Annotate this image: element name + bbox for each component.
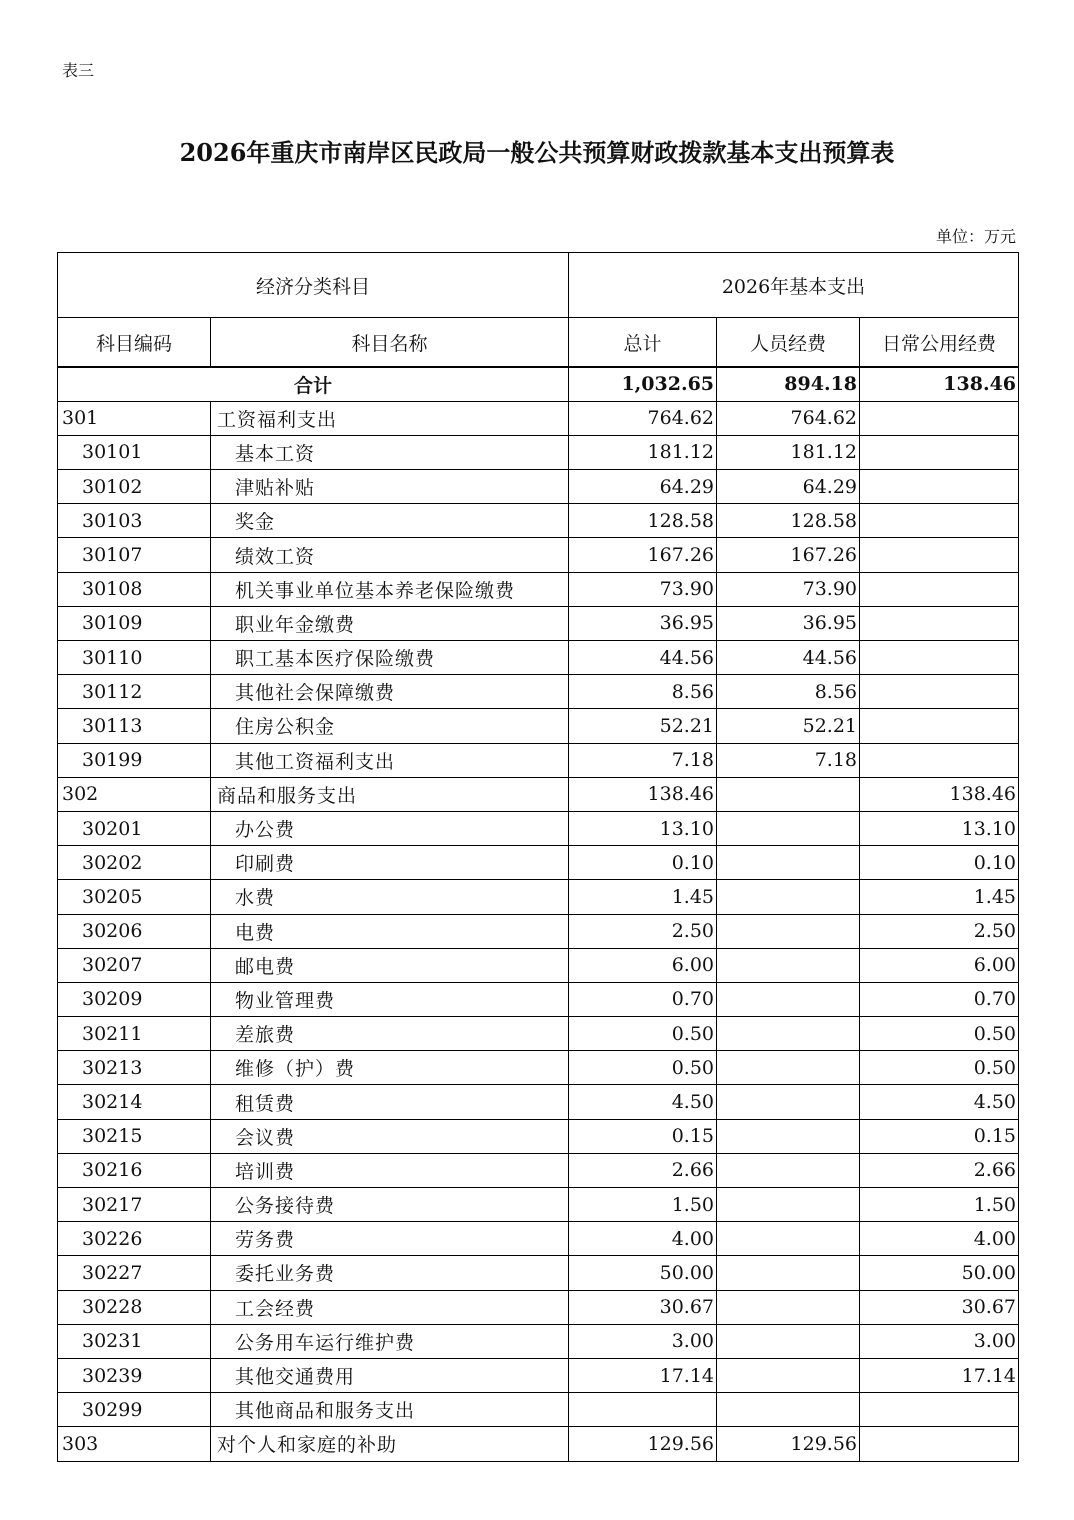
budget-table <box>57 252 1019 1462</box>
row-personnel <box>717 948 860 982</box>
row-code: 30217 <box>58 1188 211 1222</box>
row-total: 1.45 <box>569 880 717 914</box>
row-personnel <box>717 811 860 845</box>
row-public: 30.67 <box>860 1290 1019 1324</box>
row-public: 50.00 <box>860 1256 1019 1290</box>
row-personnel: 764.62 <box>717 401 860 435</box>
row-name: 劳务费 <box>211 1222 569 1256</box>
row-public: 0.50 <box>860 1017 1019 1051</box>
row-total: 8.56 <box>569 675 717 709</box>
row-public <box>860 435 1019 469</box>
row-personnel <box>717 1358 860 1392</box>
row-public <box>860 504 1019 538</box>
row-total: 17.14 <box>569 1358 717 1392</box>
total-amount: 1,032.65 <box>569 367 717 401</box>
row-total: 64.29 <box>569 470 717 504</box>
row-public: 4.50 <box>860 1085 1019 1119</box>
row-code: 30107 <box>58 538 211 572</box>
row-public: 17.14 <box>860 1358 1019 1392</box>
row-personnel: 8.56 <box>717 675 860 709</box>
table-row <box>58 435 1019 469</box>
row-total: 1.50 <box>569 1188 717 1222</box>
row-name: 工资福利支出 <box>211 401 569 435</box>
row-name: 邮电费 <box>211 948 569 982</box>
row-total: 36.95 <box>569 606 717 640</box>
unit-label: 单位：万元 <box>935 227 1016 246</box>
table-row <box>58 675 1019 709</box>
total-public: 138.46 <box>860 367 1019 401</box>
row-public: 138.46 <box>860 777 1019 811</box>
row-total <box>569 1393 717 1427</box>
row-total: 0.15 <box>569 1119 717 1153</box>
row-public: 1.50 <box>860 1188 1019 1222</box>
row-total: 129.56 <box>569 1427 717 1461</box>
row-personnel: 167.26 <box>717 538 860 572</box>
row-code: 30109 <box>58 606 211 640</box>
table-body <box>58 367 1019 1461</box>
row-total: 13.10 <box>569 811 717 845</box>
row-public <box>860 538 1019 572</box>
row-public <box>860 1393 1019 1427</box>
row-name: 其他工资福利支出 <box>211 743 569 777</box>
row-public <box>860 470 1019 504</box>
row-public: 1.45 <box>860 880 1019 914</box>
row-name: 基本工资 <box>211 435 569 469</box>
row-total: 6.00 <box>569 948 717 982</box>
row-code: 30101 <box>58 435 211 469</box>
row-public <box>860 1427 1019 1461</box>
row-public: 6.00 <box>860 948 1019 982</box>
row-code: 30199 <box>58 743 211 777</box>
row-total: 3.00 <box>569 1324 717 1358</box>
row-name: 绩效工资 <box>211 538 569 572</box>
row-code: 30213 <box>58 1051 211 1085</box>
row-name: 办公费 <box>211 811 569 845</box>
column-header-personnel: 人员经费 <box>717 318 860 368</box>
row-name: 公务用车运行维护费 <box>211 1324 569 1358</box>
column-header-total: 总计 <box>569 318 717 368</box>
row-public: 4.00 <box>860 1222 1019 1256</box>
row-name: 机关事业单位基本养老保险缴费 <box>211 572 569 606</box>
row-name: 对个人和家庭的补助 <box>211 1427 569 1461</box>
row-personnel: 129.56 <box>717 1427 860 1461</box>
row-personnel <box>717 1119 860 1153</box>
row-total: 4.00 <box>569 1222 717 1256</box>
row-personnel <box>717 880 860 914</box>
row-personnel <box>717 1085 860 1119</box>
row-total: 44.56 <box>569 641 717 675</box>
table-row <box>58 504 1019 538</box>
table-row <box>58 743 1019 777</box>
row-name: 工会经费 <box>211 1290 569 1324</box>
row-code: 303 <box>58 1427 211 1461</box>
row-name: 电费 <box>211 914 569 948</box>
table-row <box>58 606 1019 640</box>
row-personnel <box>717 914 860 948</box>
table-row <box>58 572 1019 606</box>
row-code: 30102 <box>58 470 211 504</box>
row-code: 302 <box>58 777 211 811</box>
column-header-code: 科目编码 <box>58 318 211 368</box>
row-public: 0.70 <box>860 982 1019 1016</box>
row-code: 301 <box>58 401 211 435</box>
row-name: 商品和服务支出 <box>211 777 569 811</box>
row-personnel <box>717 1188 860 1222</box>
row-total: 73.90 <box>569 572 717 606</box>
row-name: 住房公积金 <box>211 709 569 743</box>
column-header-name: 科目名称 <box>211 318 569 368</box>
table-row <box>58 1290 1019 1324</box>
table-row <box>58 1358 1019 1392</box>
row-personnel <box>717 1324 860 1358</box>
row-public: 0.10 <box>860 846 1019 880</box>
row-public: 13.10 <box>860 811 1019 845</box>
table-row <box>58 1393 1019 1427</box>
row-personnel <box>717 1051 860 1085</box>
table-row <box>58 1153 1019 1187</box>
table-row <box>58 1017 1019 1051</box>
row-name: 公务接待费 <box>211 1188 569 1222</box>
row-total: 0.50 <box>569 1051 717 1085</box>
row-public: 0.50 <box>860 1051 1019 1085</box>
row-personnel <box>717 1290 860 1324</box>
table-row <box>58 1256 1019 1290</box>
row-personnel <box>717 846 860 880</box>
row-code: 30201 <box>58 811 211 845</box>
row-name: 职工基本医疗保险缴费 <box>211 641 569 675</box>
row-total: 4.50 <box>569 1085 717 1119</box>
row-public: 2.66 <box>860 1153 1019 1187</box>
row-total: 52.21 <box>569 709 717 743</box>
row-name: 津贴补贴 <box>211 470 569 504</box>
table-row <box>58 880 1019 914</box>
header-economic-category: 经济分类科目 <box>58 253 569 318</box>
row-total: 0.70 <box>569 982 717 1016</box>
row-personnel: 181.12 <box>717 435 860 469</box>
row-total: 128.58 <box>569 504 717 538</box>
row-name: 其他交通费用 <box>211 1358 569 1392</box>
table-row <box>58 846 1019 880</box>
table-row <box>58 948 1019 982</box>
row-public <box>860 606 1019 640</box>
row-personnel <box>717 1222 860 1256</box>
table-row <box>58 709 1019 743</box>
row-total: 2.66 <box>569 1153 717 1187</box>
column-header-public: 日常公用经费 <box>860 318 1019 368</box>
row-code: 30207 <box>58 948 211 982</box>
row-public <box>860 743 1019 777</box>
row-name: 差旅费 <box>211 1017 569 1051</box>
total-label: 合计 <box>58 367 569 401</box>
row-code: 30202 <box>58 846 211 880</box>
row-total: 0.50 <box>569 1017 717 1051</box>
page-title: 2026年重庆市南岸区民政局一般公共预算财政拨款基本支出预算表 <box>179 138 895 167</box>
table-label: 表三 <box>62 61 95 80</box>
row-code: 30211 <box>58 1017 211 1051</box>
row-code: 30206 <box>58 914 211 948</box>
row-code: 30227 <box>58 1256 211 1290</box>
row-name: 维修（护）费 <box>211 1051 569 1085</box>
table-row <box>58 1427 1019 1461</box>
row-total: 181.12 <box>569 435 717 469</box>
row-public <box>860 572 1019 606</box>
row-public <box>860 675 1019 709</box>
row-public <box>860 641 1019 675</box>
row-name: 会议费 <box>211 1119 569 1153</box>
row-personnel <box>717 982 860 1016</box>
table-row <box>58 1085 1019 1119</box>
row-code: 30216 <box>58 1153 211 1187</box>
row-name: 物业管理费 <box>211 982 569 1016</box>
row-personnel: 7.18 <box>717 743 860 777</box>
row-code: 30215 <box>58 1119 211 1153</box>
table-row <box>58 1119 1019 1153</box>
table-row <box>58 641 1019 675</box>
row-code: 30103 <box>58 504 211 538</box>
row-name: 委托业务费 <box>211 1256 569 1290</box>
row-total: 138.46 <box>569 777 717 811</box>
row-total: 7.18 <box>569 743 717 777</box>
row-personnel: 36.95 <box>717 606 860 640</box>
table-row <box>58 470 1019 504</box>
row-code: 30231 <box>58 1324 211 1358</box>
row-code: 30205 <box>58 880 211 914</box>
row-personnel: 64.29 <box>717 470 860 504</box>
row-total: 764.62 <box>569 401 717 435</box>
header-basic-expenditure: 2026年基本支出 <box>569 253 1019 318</box>
row-public <box>860 709 1019 743</box>
row-personnel <box>717 1256 860 1290</box>
row-code: 30226 <box>58 1222 211 1256</box>
table-row <box>58 811 1019 845</box>
row-name: 培训费 <box>211 1153 569 1187</box>
row-code: 30209 <box>58 982 211 1016</box>
row-code: 30228 <box>58 1290 211 1324</box>
table-row <box>58 1222 1019 1256</box>
row-code: 30214 <box>58 1085 211 1119</box>
table-row <box>58 1188 1019 1222</box>
row-public: 3.00 <box>860 1324 1019 1358</box>
total-row <box>58 367 1019 401</box>
row-code: 30299 <box>58 1393 211 1427</box>
row-total: 50.00 <box>569 1256 717 1290</box>
row-personnel <box>717 1153 860 1187</box>
total-personnel: 894.18 <box>717 367 860 401</box>
table-row <box>58 777 1019 811</box>
row-name: 其他社会保障缴费 <box>211 675 569 709</box>
table-row <box>58 914 1019 948</box>
row-name: 印刷费 <box>211 846 569 880</box>
row-total: 2.50 <box>569 914 717 948</box>
table-row <box>58 401 1019 435</box>
row-code: 30112 <box>58 675 211 709</box>
row-code: 30108 <box>58 572 211 606</box>
row-code: 30110 <box>58 641 211 675</box>
row-name: 租赁费 <box>211 1085 569 1119</box>
row-public: 0.15 <box>860 1119 1019 1153</box>
table-row <box>58 1051 1019 1085</box>
row-personnel <box>717 1017 860 1051</box>
row-personnel <box>717 777 860 811</box>
row-name: 奖金 <box>211 504 569 538</box>
row-personnel <box>717 1393 860 1427</box>
row-total: 30.67 <box>569 1290 717 1324</box>
row-total: 167.26 <box>569 538 717 572</box>
row-personnel: 128.58 <box>717 504 860 538</box>
row-code: 30113 <box>58 709 211 743</box>
row-code: 30239 <box>58 1358 211 1392</box>
row-total: 0.10 <box>569 846 717 880</box>
table-row <box>58 1324 1019 1358</box>
row-public <box>860 401 1019 435</box>
row-name: 职业年金缴费 <box>211 606 569 640</box>
row-personnel: 52.21 <box>717 709 860 743</box>
row-personnel: 73.90 <box>717 572 860 606</box>
row-name: 其他商品和服务支出 <box>211 1393 569 1427</box>
row-personnel: 44.56 <box>717 641 860 675</box>
table-row <box>58 538 1019 572</box>
row-public: 2.50 <box>860 914 1019 948</box>
row-name: 水费 <box>211 880 569 914</box>
table-row <box>58 982 1019 1016</box>
